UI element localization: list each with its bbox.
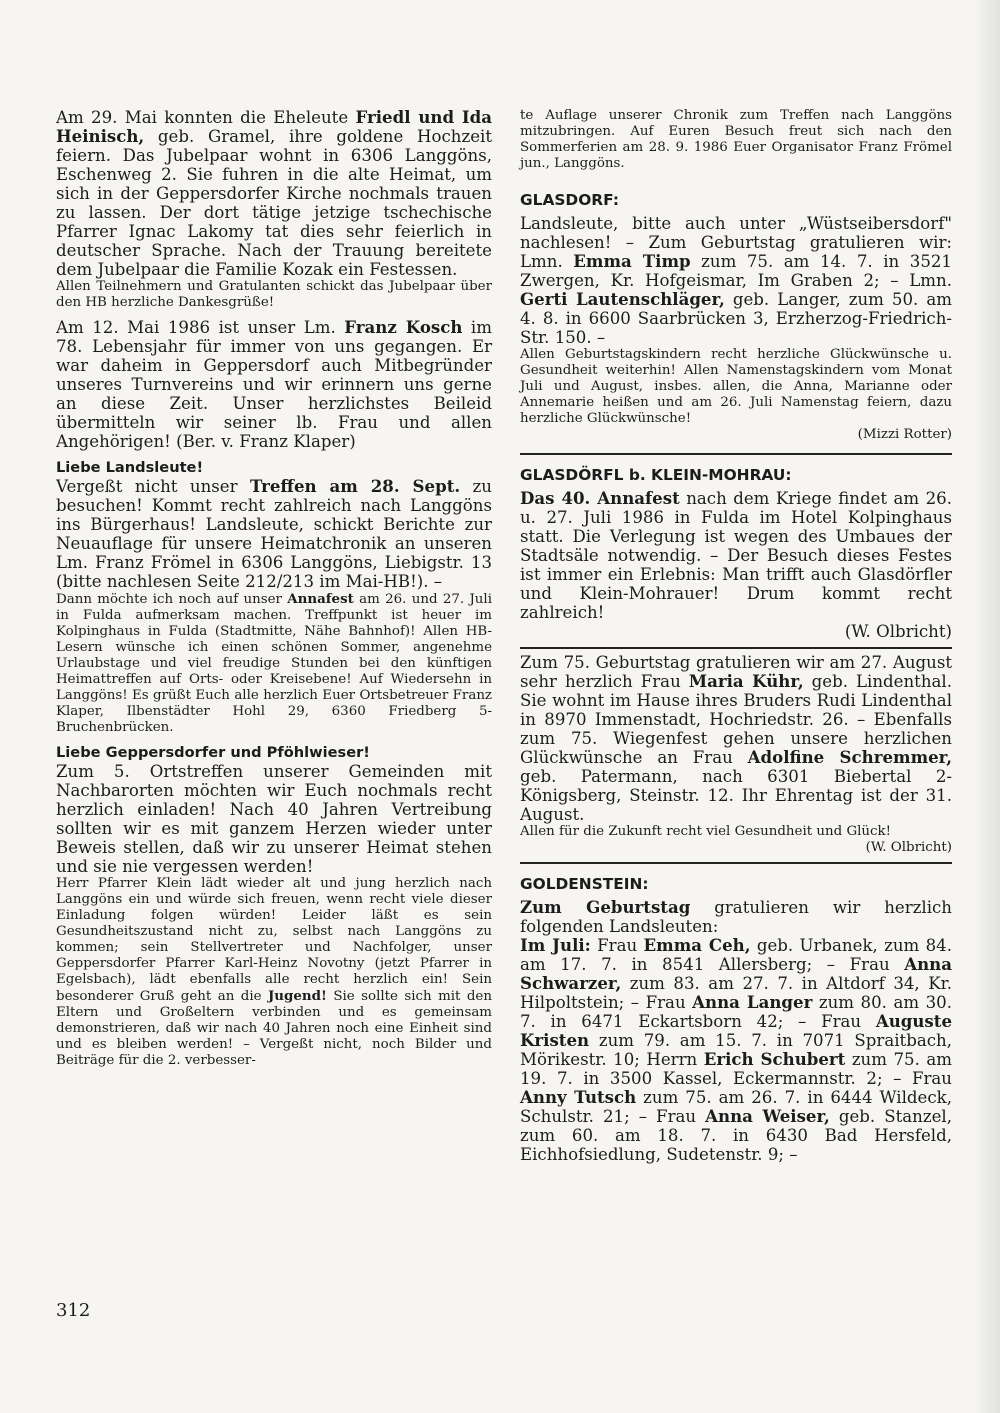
name-emma-ceh: Emma Ceh, <box>643 935 751 955</box>
name-friedl-ida-heinisch: Friedl und Ida Heinisch, <box>56 107 492 146</box>
annafest-40-keyword: Das 40. Annafest <box>520 488 680 508</box>
section-heading-glasdorf: GLASDORF: <box>520 191 619 209</box>
zum-geburtstag-keyword: Zum Geburtstag <box>520 897 691 917</box>
heading-liebe-landsleute: Liebe Landsleute! <box>56 459 204 476</box>
section-heading-glasdoerfl: GLASDÖRFL b. KLEIN-MOHRAU: <box>520 466 792 484</box>
left-column <box>56 108 492 1069</box>
name-auguste-kristen: Auguste Kristen <box>520 1011 952 1050</box>
section-divider <box>520 647 952 649</box>
section-divider <box>520 862 952 864</box>
signature-olbricht-2: (W. Olbricht) <box>865 840 952 855</box>
article-ortstreffen: Zum 5. Ortstreffen unserer Gemeinden mit Nachbarorten möchten wir Euch nochmals recht herzlich einladen! Nach 40 Jahren Vertreibung sollten wir es mit ganzem Herzen wieder unter Beweis stellen, daß wir zu unserer Heimat stehen und sie nie vergessen werden! <box>56 762 492 876</box>
section-heading-goldenstein: GOLDENSTEIN: <box>520 875 649 893</box>
glasdoerfl-annafest: Das 40. Annafest nach dem Kriege findet am 26. u. 27. Juli 1986 in Fulda im Hotel Kolpinghaus statt. Die Verlegung ist wegen des Umbaues der Stadtsäle notwendig. – Der Besuch dieses Festes ist immer ein Erlebnis: Man trifft auch Glasdörfler und Klein-Mohrauer! Drum kommt recht zahlreich! <box>520 488 952 622</box>
name-franz-kosch: Franz Kosch <box>344 317 463 337</box>
heading-geppersdorfer: Liebe Geppersdorfer und Pföhlwieser! <box>56 744 370 761</box>
right-column <box>520 108 952 1164</box>
article-annafest-note: Dann möchte ich noch auf unser Annafest am 26. und 27. Juli in Fulda aufmerksam machen. Treffpunkt ist heuer im Kolpinghaus in Fulda (Stadtmitte, Nähe Bahnhof)! Allen HB-Lesern wünsche ich einen schönen Sommer, angenehme Urlaubstage und viel freudige Stunden bei den künftigen Heimattreffen auf Orts- oder Kreisebene! Auf Wiedersehn in Langgöns! Es grüßt Euch alle herzlich Euer Ortsbetreuer Franz Klaper, Ilbenstädter Hohl 29, 6360 Friedberg 5-Bruchenbrücken. <box>56 591 492 735</box>
article-treffen-invite: Vergeßt nicht unser Treffen am 28. Sept. zu besuchen! Kommt recht zahlreich nach Langgöns ins Bürgerhaus! Landsleute, schickt Berichte zur Neuauflage für unsere Heimatchronik an unseren Lm. Franz Frömel in 6306 Langgöns, Liebigstr. 13 (bitte nachlesen Seite 212/213 im Mai-HB!). – <box>56 476 492 591</box>
article-golden-wedding: Am 29. Mai konnten die Eheleute Friedl und Ida Heinisch, geb. Gramel, ihre goldene Hochzeit feiern. Das Jubelpaar wohnt in 6306 Langgöns, Eschenweg 2. Sie fuhren in die alte Heimat, um sich in der Geppersdorfer Kirche nochmals trauen zu lassen. Der dort tätige jetzige tschechische Pfarrer Ignac Lakomy tat dies sehr feierlich in deutscher Sprache. Nach der Trauung bereitete dem Jubelpaar die Familie Kozak ein Festessen. <box>56 107 492 279</box>
glasdoerfl-wishes: Allen für die Zukunft recht viel Gesundheit und Glück! (W. Olbricht) <box>520 824 952 855</box>
article-pfarrer-klein: Herr Pfarrer Klein lädt wieder alt und jung herzlich nach Langgöns ein und würde sich freuen, wenn recht viele dieser Einladung folgen würden! Leider läßt es sein Gesundheitszustand nicht zu, selbst nach Langgöns zu kommen; sein Stellvertreter und Nachfolger, unser Geppersdorfer Pfarrer Karl-Heinz Novotny (jetzt Pfarrer in Egelsbach), lädt ebenfalls alle recht herzlich ein! Sein besonderer Gruß geht an die Jugend! Sie sollte sich mit den Eltern und Großeltern verbinden und es gemeinsam demonstrieren, daß wir nach 40 Jahren noch eine Einheit sind und es bleiben werden! – Vergeßt nicht, noch Bilder und Beiträge für die 2. verbesser- <box>56 876 492 1068</box>
signature-olbricht-1: (W. Olbricht) <box>844 622 952 641</box>
article-chronik-continuation: te Auflage unserer Chronik zum Treffen nach Langgöns mitzubringen. Auf Euren Besuch freut sich nach den Sommerferien am 28. 9. 1986 Euer Organisator Franz Frömel jun., Langgöns. <box>520 108 952 171</box>
page-edge-shadow <box>974 0 1000 1413</box>
name-anna-weiser: Anna Weiser, <box>705 1106 830 1126</box>
article-thanks-note: Allen Teilnehmern und Gratulanten schickt das Jubelpaar über den HB herzliche Dankesgrüße! <box>56 279 492 310</box>
name-erich-schubert: Erich Schubert <box>703 1049 846 1069</box>
glasdorf-birthdays: Landsleute, bitte auch unter „Wüstseibersdorf" nachlesen! – Zum Geburtstag gratulieren wir: Lmn. Emma Timp zum 75. am 14. 7. in 3521 Zwergen, Kr. Hofgeismar, Im Graben 2; – Lmn. Gerti Lautenschläger, geb. Langer, zum 50. am 4. 8. in 6600 Saarbrücken 3, Erzherzog-Friedrich-Str. 150. – <box>520 214 952 347</box>
name-anna-schwarzer: Anna Schwarzer, <box>520 954 952 993</box>
jugend-keyword: Jugend! <box>267 988 327 1004</box>
signature-mizzi-rotter: (Mizzi Rotter) <box>857 427 952 442</box>
glasdoerfl-birthdays: Zum 75. Geburtstag gratulieren wir am 27. August sehr herzlich Frau Maria Kühr, geb. Lindenthal. Sie wohnt im Hause ihres Bruders Rudi Lindenthal in 8970 Immenstadt, Hochriedstr. 26. – Ebenfalls zum 75. Wiegenfest gehen unsere herzlichen Glückwünsche an Frau Adolfine Schremmer, geb. Patermann, nach 6301 Biebertal 2-Königsberg, Steinstr. 12. Ihr Ehrentag ist der 31. August. <box>520 653 952 824</box>
section-divider <box>520 453 952 455</box>
goldenstein-july-birthdays: Im Juli: Frau Emma Ceh, geb. Urbanek, zum 84. am 17. 7. in 8541 Allersberg; – Frau Anna Schwarzer, zum 83. am 27. 7. in Altdorf 34, Kr. Hilpoltstein; – Frau Anna Langer zum 80. am 30. 7. in 6471 Eckartsborn 42; – Frau Auguste Kristen zum 79. am 15. 7. in 7071 Spraitbach, Mörikestr. 10; Herrn Erich Schubert zum 75. am 19. 7. in 3500 Kassel, Eckermannstr. 2; – Frau Anny Tutsch zum 75. am 26. 7. in 6444 Wildeck, Schulstr. 21; – Frau Anna Weiser, geb. Stanzel, zum 60. am 18. 7. in 6430 Bad Hersfeld, Eichhofsiedlung, Sudetenstr. 9; – <box>520 935 953 1164</box>
article-obituary-kosch: Am 12. Mai 1986 ist unser Lm. Franz Kosch im 78. Lebensjahr für immer von uns gegangen. Er war daheim in Geppersdorf auch Mitbegründer unseres Turnvereins und wir erinnern uns gerne an diese Zeit. Unser herzlichstes Beileid übermitteln wir seiner lb. Frau und allen Angehörigen! (Ber. v. Franz Klaper) <box>56 317 492 451</box>
glasdorf-wishes: Allen Geburtstagskindern recht herzliche Glückwünsche u. Gesundheit weiterhin! Allen Namenstagskindern vom Monat Juli und August, insbes. allen, die Anna, Marianne oder Annemarie heißen und am 26. Juli Namenstag feiern, dazu herzliche Glückwünsche! (Mizzi Rotter) <box>520 347 952 442</box>
name-adolfine-schremmer: Adolfine Schremmer, <box>747 747 952 767</box>
name-anna-langer: Anna Langer <box>692 992 813 1012</box>
name-emma-timp: Emma Timp <box>573 251 691 271</box>
goldenstein-intro: Zum Geburtstag gratulieren wir herzlich folgenden Landsleuten: <box>520 897 952 936</box>
page-number: 312 <box>56 1300 91 1321</box>
name-maria-kuehr: Maria Kühr, <box>688 671 804 691</box>
annafest-keyword: Annafest <box>287 591 354 607</box>
name-gerti-lautenschlaeger: Gerti Lautenschläger, <box>520 289 725 309</box>
name-anny-tutsch: Anny Tutsch <box>520 1087 637 1107</box>
treffen-date: Treffen am 28. Sept. <box>249 476 461 496</box>
